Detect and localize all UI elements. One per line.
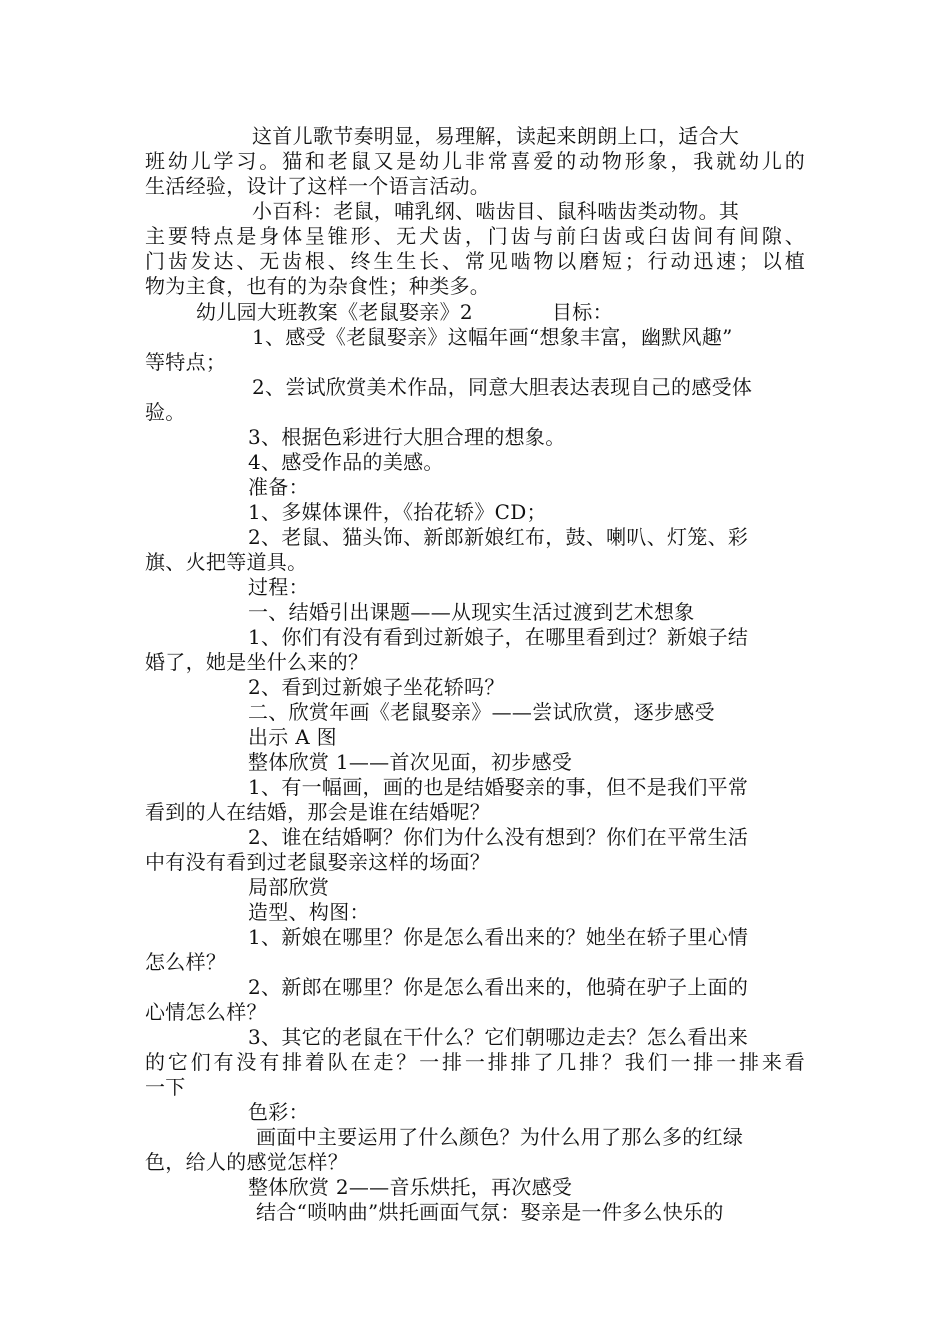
section-heading: 目标： xyxy=(552,300,613,324)
text-line: 婚了，她是坐什么来的？ xyxy=(145,650,369,674)
text-line: 这首儿歌节奏明显，易理解，读起来朗朗上口，适合大 xyxy=(252,124,740,148)
text-line: 小百科：老鼠，哺乳纲、啮齿目、鼠科啮齿类动物。其 xyxy=(252,199,740,223)
text-line: 3、根据色彩进行大胆合理的想象。 xyxy=(248,425,566,449)
text-line: 班幼儿学习。猫和老鼠又是幼儿非常喜爱的动物形象，我就幼儿的 xyxy=(145,149,805,173)
text-line: 2、谁在结婚啊？你们为什么没有想到？你们在平常生活 xyxy=(248,825,749,849)
text-line: 1、有一幅画，画的也是结婚娶亲的事，但不是我们平常 xyxy=(248,775,749,799)
text-line: 1、你们有没有看到过新娘子，在哪里看到过？新娘子结 xyxy=(248,625,749,649)
text-line: 1、感受《老鼠娶亲》这幅年画“想象丰富，幽默风趣” xyxy=(252,325,733,349)
text-line: 中有没有看到过老鼠娶亲这样的场面？ xyxy=(145,850,491,874)
text-line: 2、老鼠、猫头饰、新郎新娘红布，鼓、喇叭、灯笼、彩 xyxy=(248,525,749,549)
text-line: 物为主食，也有的为杂食性；种类多。 xyxy=(145,274,491,298)
text-line: 怎么样？ xyxy=(145,950,227,974)
text-line: 等特点； xyxy=(145,350,227,374)
text-line: 二、欣赏年画《老鼠娶亲》——尝试欣赏，逐步感受 xyxy=(248,700,715,724)
text-line: 生活经验，设计了这样一个语言活动。 xyxy=(145,174,491,198)
section-heading: 准备： xyxy=(248,475,309,499)
section-heading: 过程： xyxy=(248,575,309,599)
text-line: 2、新郎在哪里？你是怎么看出来的，他骑在驴子上面的 xyxy=(248,975,749,999)
text-line: 1、多媒体课件，《抬花轿》CD； xyxy=(248,500,547,524)
text-line: 主要特点是身体呈锥形、无犬齿，门齿与前臼齿或臼齿间有间隙、 xyxy=(145,224,805,248)
text-line: 一、结婚引出课题——从现实生活过渡到艺术想象 xyxy=(248,600,695,624)
text-line: 验。 xyxy=(145,400,186,424)
text-line: 整体欣赏 2——音乐烘托，再次感受 xyxy=(248,1175,573,1199)
text-line: 的它们有没有排着队在走？一排一排排了几排？我们一排一排来看 xyxy=(145,1050,805,1074)
lesson-title: 幼儿园大班教案《老鼠娶亲》2 xyxy=(196,300,473,324)
text-line: 整体欣赏 1——首次见面，初步感受 xyxy=(248,750,573,774)
text-line: 2、尝试欣赏美术作品，同意大胆表达表现自己的感受体 xyxy=(252,375,753,399)
text-line: 2、看到过新娘子坐花轿吗？ xyxy=(248,675,505,699)
text-line: 看到的人在结婚，那会是谁在结婚呢？ xyxy=(145,800,491,824)
text-line: 门齿发达、无齿根、终生生长、常见啮物以磨短；行动迅速；以植 xyxy=(145,249,805,273)
text-line: 出示 A 图 xyxy=(248,725,337,749)
text-line: 旗、火把等道具。 xyxy=(145,550,308,574)
text-line: 结合“唢呐曲”烘托画面气氛：娶亲是一件多么快乐的 xyxy=(256,1200,724,1224)
text-line: 1、新娘在哪里？你是怎么看出来的？她坐在轿子里心情 xyxy=(248,925,749,949)
section-heading: 色彩： xyxy=(248,1100,309,1124)
text-line: 4、感受作品的美感。 xyxy=(248,450,444,474)
text-line: 一下 xyxy=(145,1075,186,1099)
text-line: 色，给人的感觉怎样？ xyxy=(145,1150,348,1174)
text-line: 画面中主要运用了什么颜色？为什么用了那么多的红绿 xyxy=(256,1125,744,1149)
section-heading: 造型、构图： xyxy=(248,900,370,924)
text-line: 心情怎么样？ xyxy=(145,1000,267,1024)
text-line: 3、其它的老鼠在干什么？它们朝哪边走去？怎么看出来 xyxy=(248,1025,749,1049)
section-heading: 局部欣赏 xyxy=(248,875,330,899)
